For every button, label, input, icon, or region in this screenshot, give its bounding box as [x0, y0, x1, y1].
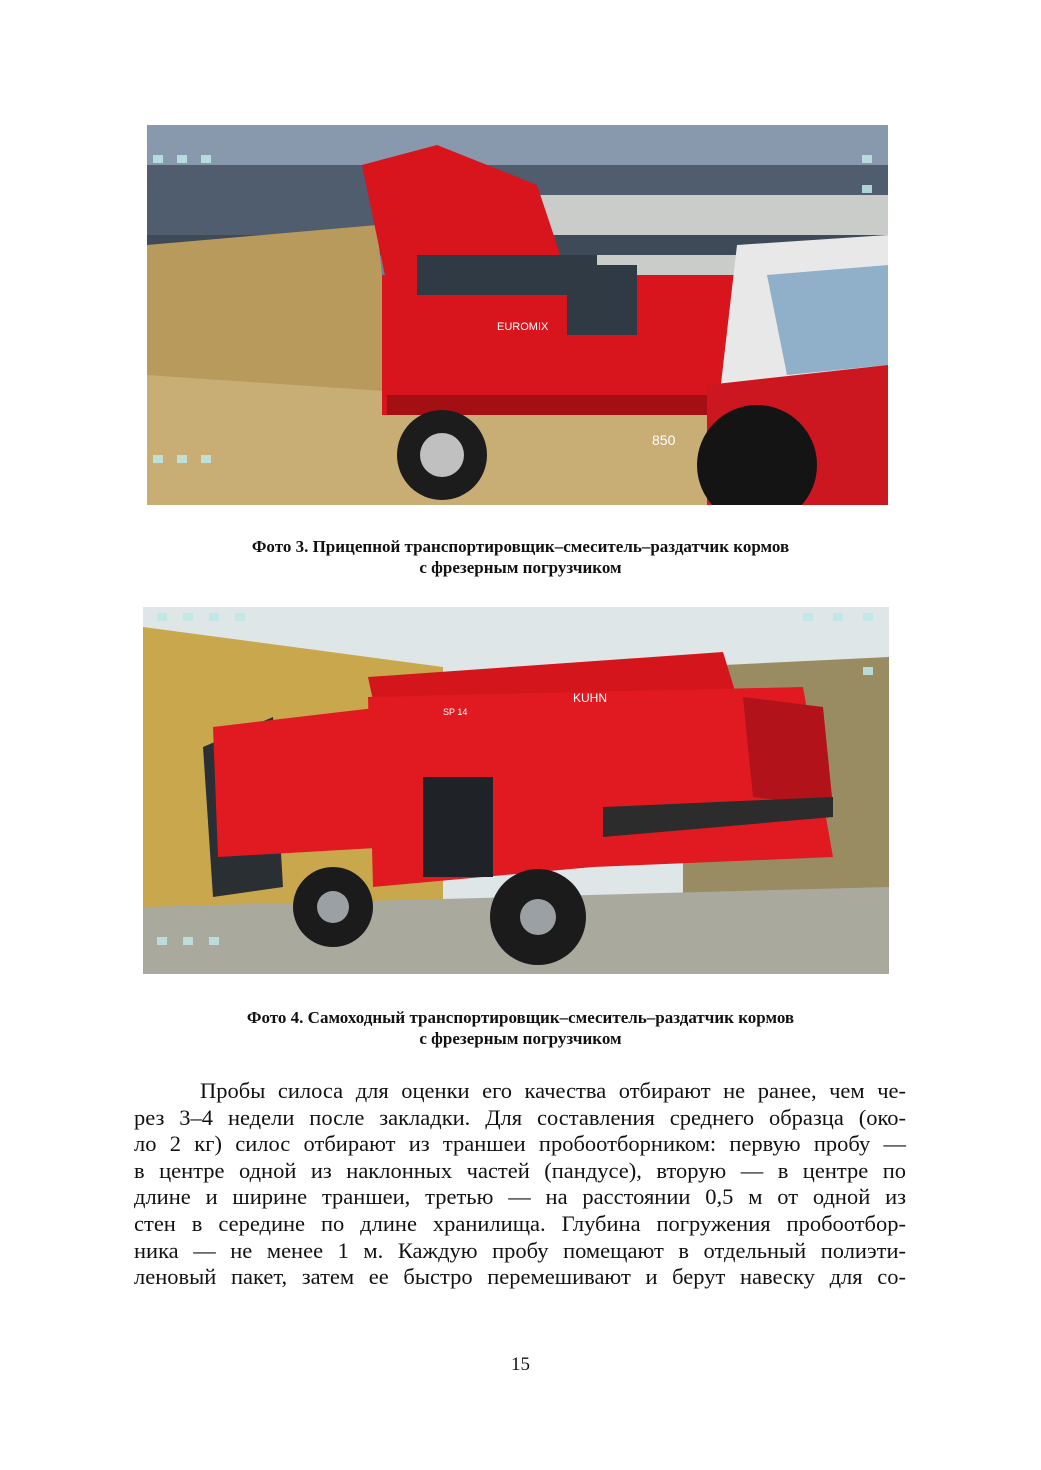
text-line: леновый пакет, затем ее быстро перемешивают и берут навеску для со- [134, 1264, 906, 1290]
text-line: рез 3–4 недели после закладки. Для составления среднего образца (око- [134, 1104, 906, 1130]
kuhn-logo-label: KUHN [573, 691, 608, 705]
caption-line: Фото 3. Прицепной транспортировщик–смеситель–раздатчик кормов [251, 537, 790, 556]
caption-line: с фрезерным погрузчиком [419, 1029, 622, 1048]
page-number: 15 [511, 1354, 530, 1375]
body-paragraph [134, 1078, 906, 1291]
text-line: длине и ширине траншеи, третью — на расстоянии 0,5 м от одной из [134, 1184, 906, 1210]
caption-line: с фрезерным погрузчиком [419, 558, 622, 577]
photo-4-self-propelled-mixer [143, 607, 889, 974]
photo-4-caption [100, 1007, 941, 1049]
photo-3-caption [100, 536, 941, 578]
text-line: Пробы силоса для оценки его качества отбирают не ранее, чем че- [200, 1078, 906, 1103]
euromix-label: EUROMIX [497, 321, 549, 333]
text-line: стен в середине по длине хранилища. Глубина погружения пробоотбор- [134, 1210, 906, 1236]
text-line: в центре одной из наклонных частей (пандусе), вторую — в центре по [134, 1157, 906, 1183]
photo-4-image [143, 607, 889, 974]
model-number-label: 850 [652, 432, 676, 448]
photo-3-image [147, 125, 888, 505]
text-line: ло 2 кг) силос отбирают из траншеи пробоотборником: первую пробу — [134, 1131, 906, 1157]
sp14-label: SP 14 [443, 707, 468, 717]
text-line: ника — не менее 1 м. Каждую пробу помещают в отдельный полиэти- [134, 1237, 906, 1263]
caption-line: Фото 4. Самоходный транспортировщик–смеситель–раздатчик кормов [246, 1008, 795, 1027]
photo-3-trailed-mixer [147, 125, 888, 505]
